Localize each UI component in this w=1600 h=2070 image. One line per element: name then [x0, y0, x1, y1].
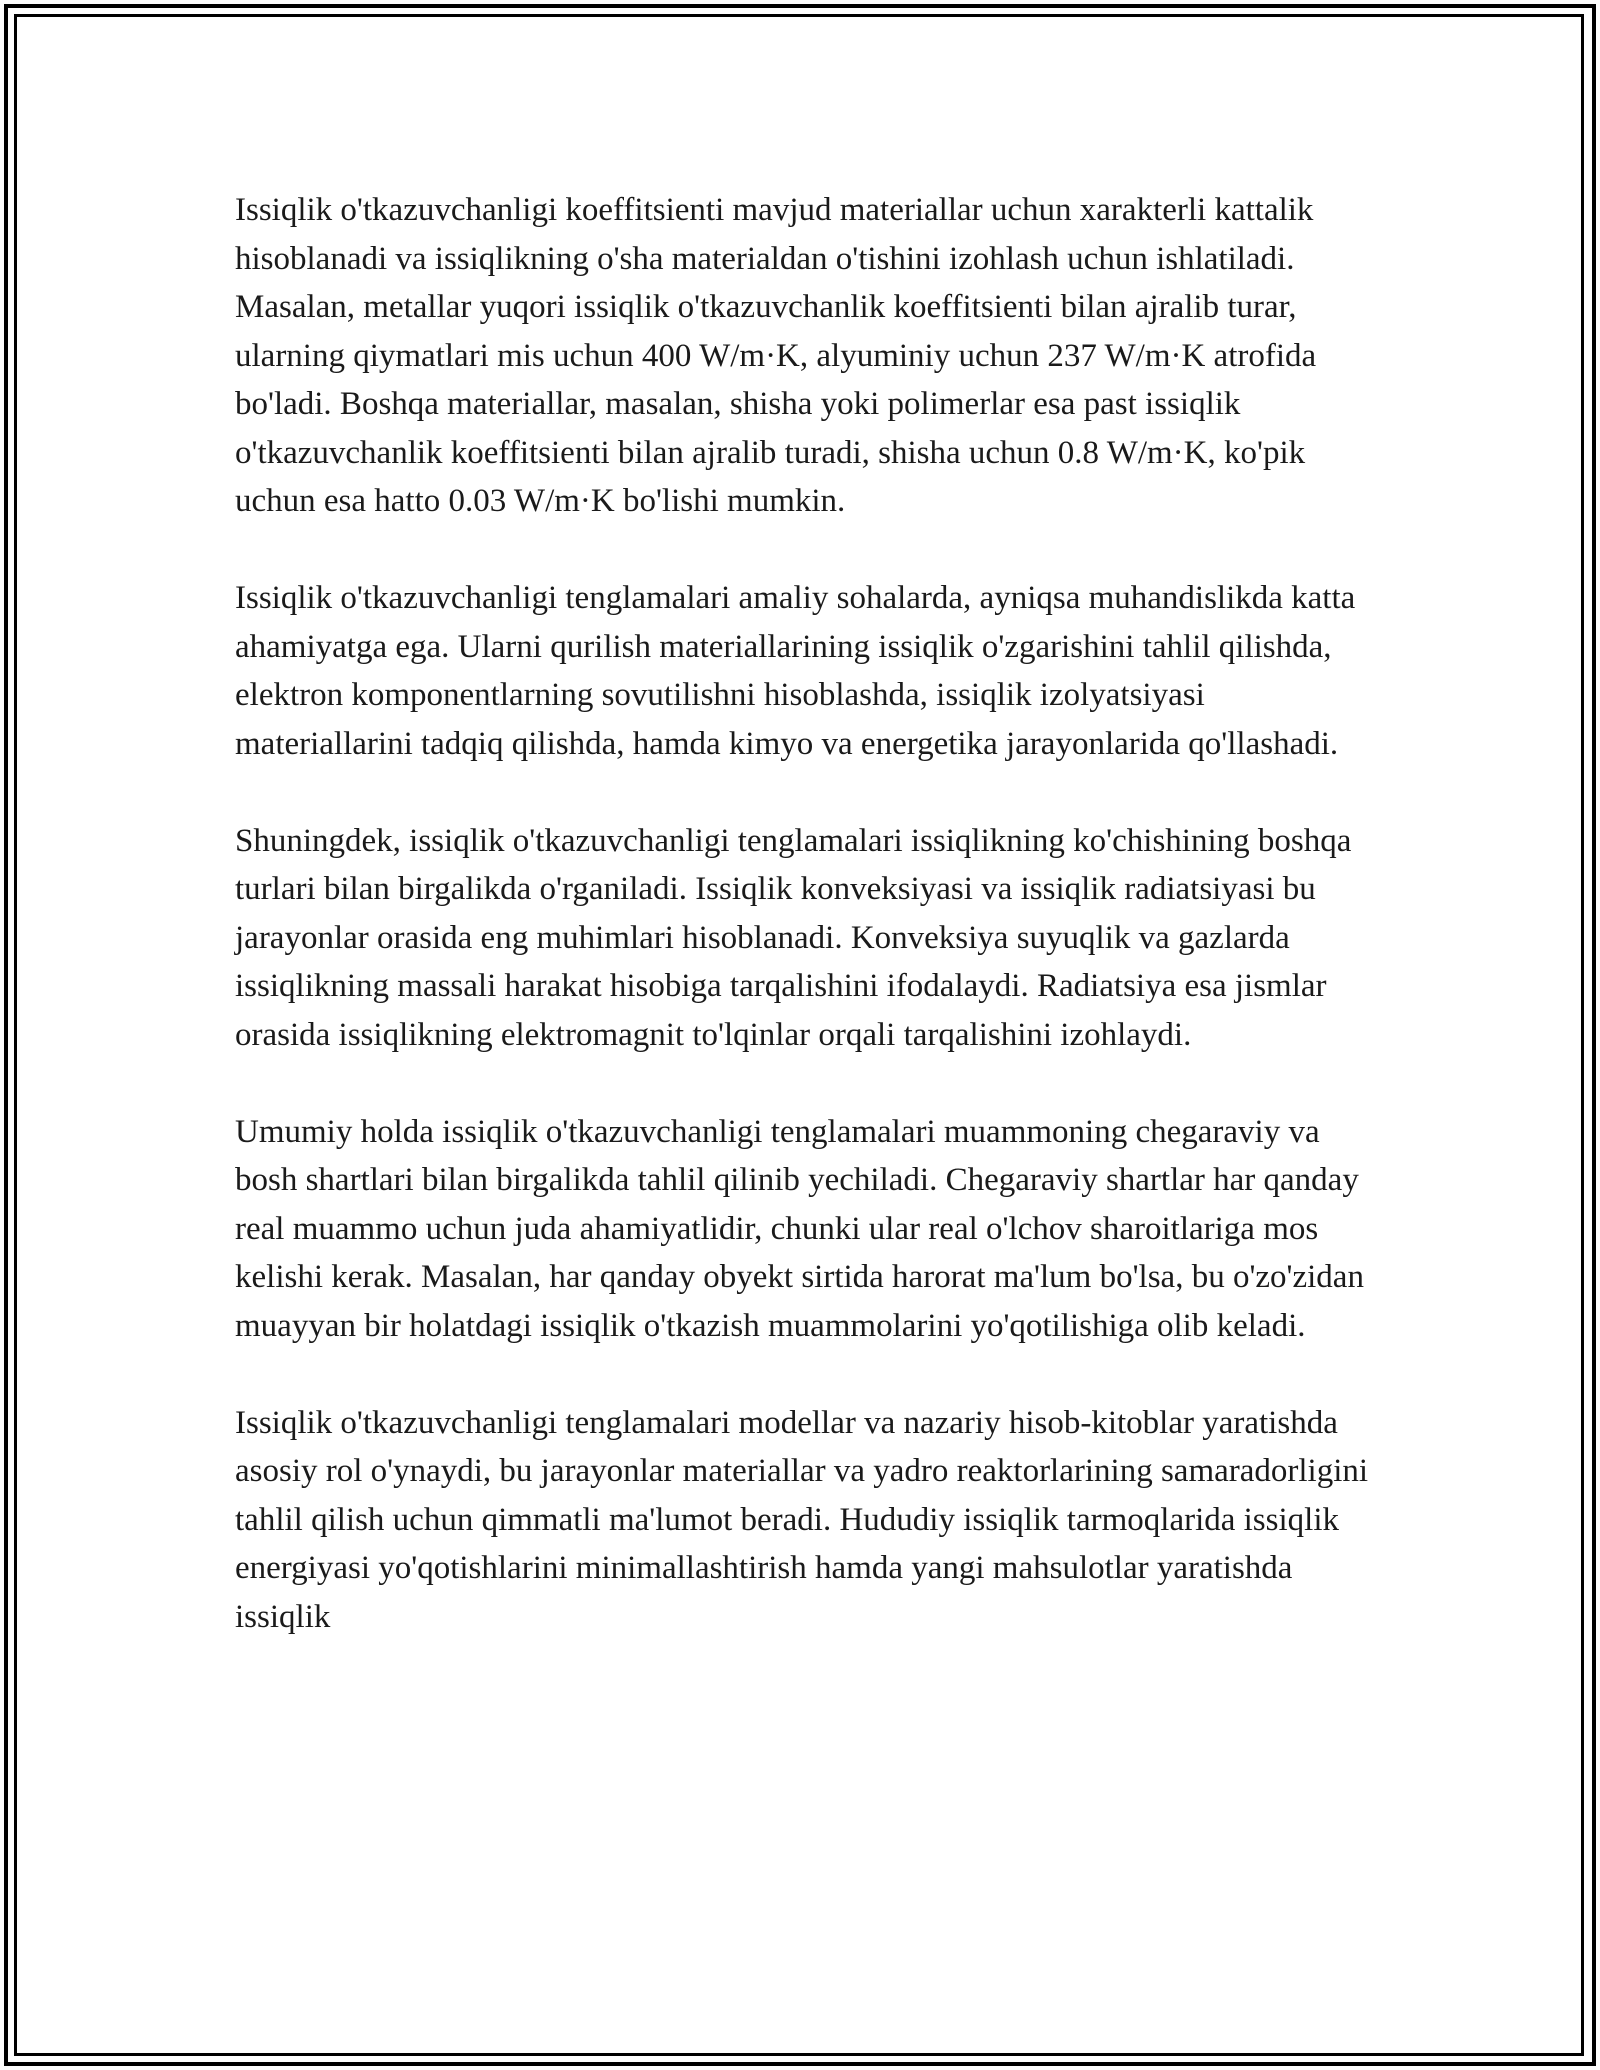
paragraph-4: Umumiy holda issiqlik o'tkazuvchanligi tenglamalari muammoning chegaraviy va bosh shartlari bilan birgalikda tahlil qilinib yechiladi. Chegaraviy shartlar har qanday real muammo uchun juda ahamiyatlidir, chunki ular real o'lchov sharoitlariga mos kelishi kerak. Masalan, har qanday obyekt sirtida harorat ma'lum bo'lsa, bu o'zo'zidan muayyan bir holatdagi issiqlik o'tkazish muammolarini yo'qotilishiga olib keladi. — [235, 1113, 1364, 1344]
paragraph-1: Issiqlik o'tkazuvchanligi koeffitsienti mavjud materiallar uchun xarakterli kattalik hisoblanadi va issiqlikning o'sha materialdan o'tishini izohlash uchun ishlatiladi. Masalan, metallar yuqori issiqlik o'tkazuvchanlik koeffitsienti bilan ajralib turar, ularning qiymatlari mis uchun 400 W/m·K, alyuminiy uchun 237 W/m·K atrofida bo'ladi. Boshqa materiallar, masalan, shisha yoki polimerlar esa past issiqlik o'tkazuvchanlik koeffitsienti bilan ajralib turadi, shisha uchun 0.8 W/m·K, ko'pik uchun esa hatto 0.03 W/m·K bo'lishi mumkin. — [235, 192, 1317, 519]
paragraph-3: Shuningdek, issiqlik o'tkazuvchanligi tenglamalari issiqlikning ko'chishining boshqa turlari bilan birgalikda o'rganiladi. Issiqlik konveksiyasi va issiqlik radiatsiyasi bu jarayonlar orasida eng muhimlari hisoblanadi. Konveksiya suyuqlik va gazlarda issiqlikning massali harakat hisobiga tarqalishini ifodalaydi. Radiatsiya esa jismlar orasida issiqlikning elektromagnit to'lqinlar orqali tarqalishini izohlaydi. — [235, 822, 1352, 1053]
document-body — [235, 186, 1375, 1690]
paragraph-5: Issiqlik o'tkazuvchanligi tenglamalari modellar va nazariy hisob-kitoblar yaratishda asosiy rol o'ynaydi, bu jarayonlar materiallar va yadro reaktorlarining samaradorligini tahlil qilish uchun qimmatli ma'lumot beradi. Hududiy issiqlik tarmoqlarida issiqlik energiyasi yo'qotishlarini minimallashtirish hamda yangi mahsulotlar yaratishda issiqlik — [235, 1404, 1369, 1635]
paragraph-2: Issiqlik o'tkazuvchanligi tenglamalari amaliy sohalarda, ayniqsa muhandislikda katta ahamiyatga ega. Ularni qurilish materiallarining issiqlik o'zgarishini tahlil qilishda, elektron komponentlarning sovutilishni hisoblashda, issiqlik izolyatsiyasi materiallarini tadqiq qilishda, hamda kimyo va energetika jarayonlarida qo'llashadi. — [235, 580, 1356, 762]
